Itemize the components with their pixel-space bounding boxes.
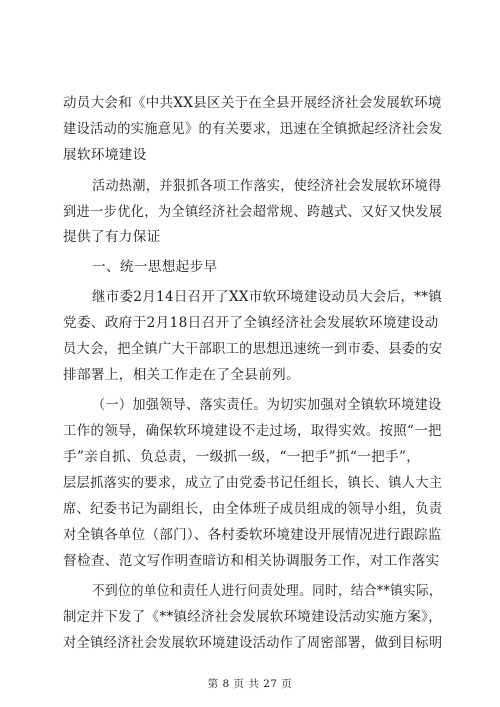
page-footer: 第 8 页 共 27 页 [207,678,293,690]
text-line: 建设活动的实施意见》的有关要求，迅速在全镇掀起经济社会发 [63,121,443,137]
text-line: 对全镇经济社会发展软环境建设活动作了周密部署，做到目标明 [63,635,443,651]
text-line: 党委、政府于2月18日召开了全镇经济社会发展软环境建设动 [63,315,439,331]
text-line: 提供了有力保证 [63,229,161,245]
text-line: 继市委2月14日召开了XX市软环境建设动员大会后，**镇 [92,289,443,305]
text-line: 不到位的单位和责任人进行问责处理。同时，结合**镇实际， [92,583,442,599]
text-line: 到进一步优化，为全镇经济社会超常规、跨越式、又好又快发展 [63,204,443,220]
text-line: 层层抓落实的要求，成立了由党委书记任组长，镇长、镇人大主 [63,475,443,491]
text-line: 对全镇各单位（部门）、各村委软环境建设开展情况进行跟踪监 [63,527,442,543]
text-line: 展软环境建设 [63,147,147,163]
text-line: 制定并下发了《**镇经济社会发展软环境建设活动实施方案》， [63,609,442,625]
text-line: 员大会，把全镇广大干部职工的思想迅速统一到市委、县委的安 [63,341,443,357]
section-heading: 一、统一思想起步早 [92,259,218,275]
text-line: 排部署上，相关工作走在了全县前列。 [63,367,301,383]
text-line: （一）加强领导、落实责任。为切实加强对全镇软环境建设 [92,397,442,413]
text-line: 席、纪委书记为副组长，由全体班子成员组成的领导小组，负责 [63,501,443,517]
text-line: 督检查、范文写作明查暗访和相关协调服务工作，对工作落实 [63,553,440,569]
text-line: 工作的领导，确保软环境建设不走过场，取得实效。按照“一把 [63,423,442,439]
text-line: 手”亲自抓、负总责，一级抓一级，“一把手”抓“一把手”， [63,449,421,465]
text-line: 动员大会和《中共XX县区关于在全县开展经济社会发展软环境 [63,95,442,111]
text-line: 活动热潮，并狠抓各项工作落实，使经济社会发展软环境得 [92,178,442,194]
